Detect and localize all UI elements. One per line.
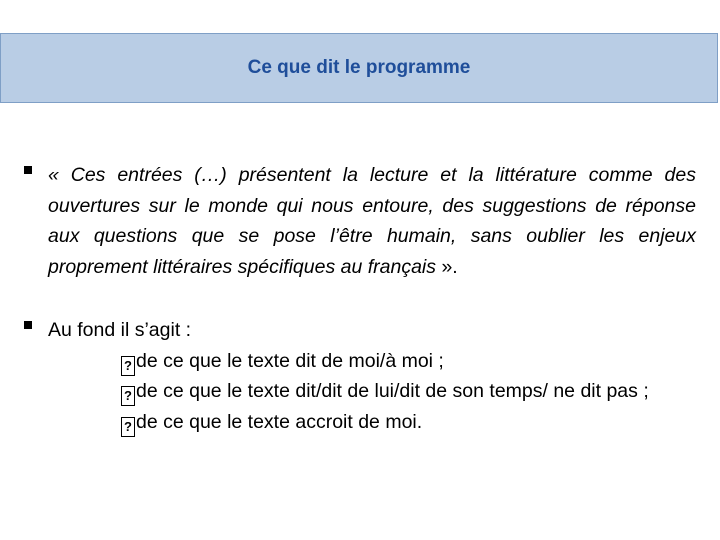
summary-intro: Au fond il s’agit : (48, 319, 192, 341)
sub-item (24, 346, 696, 377)
quote-closing: ». (436, 255, 458, 278)
square-bullet-icon (24, 321, 32, 329)
quote-paragraph (48, 160, 696, 282)
missing-glyph-icon: ? (121, 417, 135, 437)
sub-item-text: de ce que le texte accroit de moi. (136, 410, 423, 433)
sub-item-text: de ce que le texte dit/dit de lui/dit de son temps/ ne dit pas ; (136, 380, 649, 402)
sub-item (24, 407, 696, 438)
quote-text: « Ces entrées (…) présentent la lecture et la littérature comme des ouvertures sur le monde qui nous entoure, des suggestions de réponse aux questions que se pose l’être humain, sans oublier les enjeux proprement littéraires spécifiques au français (48, 164, 696, 278)
missing-glyph-icon: ? (121, 386, 135, 406)
square-bullet-icon (24, 166, 32, 174)
bullet-item-summary (24, 315, 696, 437)
sub-item (24, 376, 696, 407)
title-banner (0, 33, 718, 103)
bullet-item-quote (24, 160, 696, 282)
slide-title: Ce que dit le programme (247, 57, 471, 78)
missing-glyph-icon: ? (121, 356, 135, 376)
sub-item-text: de ce que le texte dit de moi/à moi ; (136, 349, 444, 372)
